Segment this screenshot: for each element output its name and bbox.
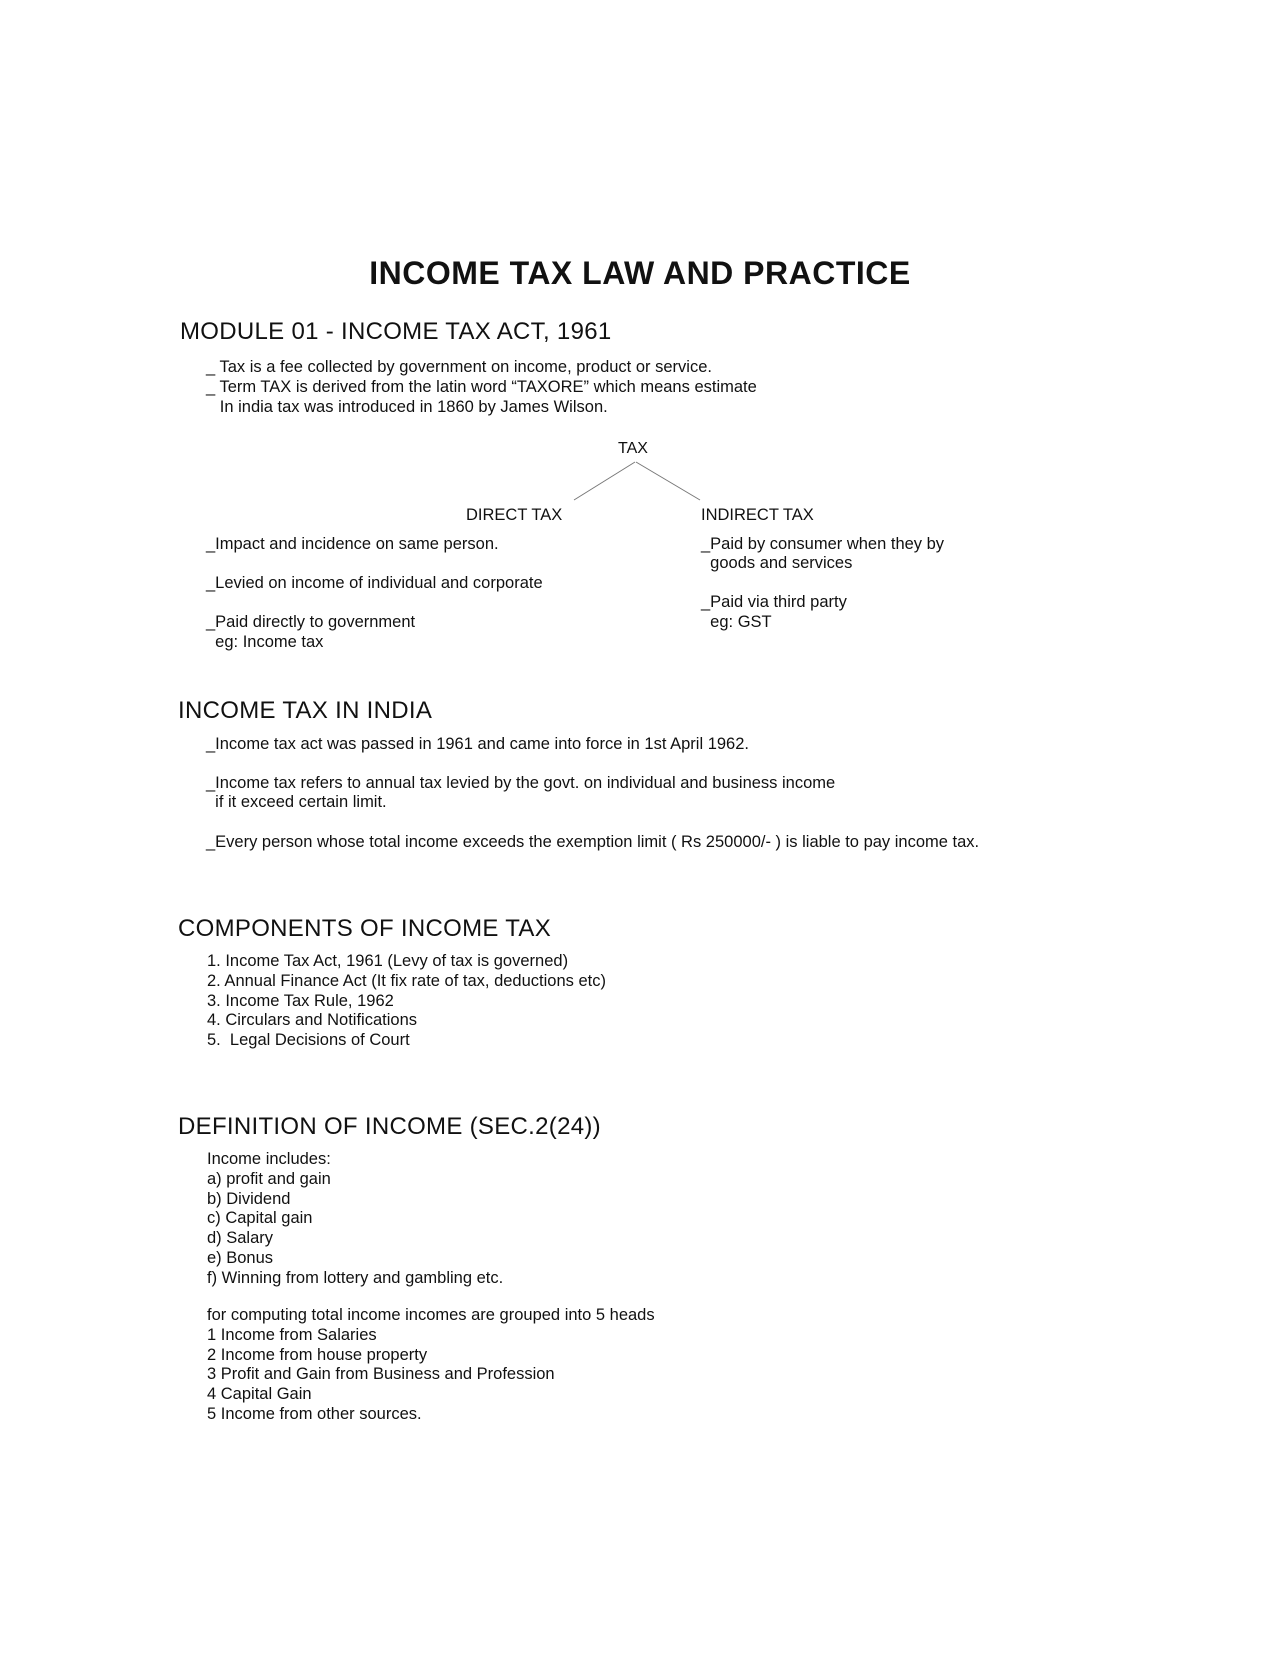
income-heads-list [207,1306,655,1425]
list-item: 4 Capital Gain [207,1385,312,1404]
indirect-point: _Paid by consumer when they by [701,535,945,553]
components-heading: COMPONENTS OF INCOME TAX [178,915,552,942]
income-includes-list [207,1150,503,1289]
list-item: 2 Income from house property [207,1345,428,1364]
list-item: e) Bonus [207,1248,274,1267]
list-item: 1 Income from Salaries [207,1325,377,1344]
list-item: c) Capital gain [207,1209,313,1228]
list-item: 3 Profit and Gain from Business and Profession [207,1365,555,1384]
definition-heading: DEFINITION OF INCOME (SEC.2(24)) [178,1113,601,1140]
intro-line: In india tax was introduced in 1860 by James Wilson. [206,397,608,416]
components-list [207,952,606,1051]
intro-line: _ Term TAX is derived from the latin word “TAXORE” which means estimate [206,377,757,396]
module-heading: MODULE 01 - INCOME TAX ACT, 1961 [180,318,612,345]
india-point: _Every person whose total income exceeds the exemption limit ( Rs 250000/- ) is liable to pay income tax. [206,833,980,851]
connector-direct [574,462,635,500]
list-item: 2. Annual Finance Act (It fix rate of tax, deductions etc) [207,971,606,990]
direct-point-example: eg: Income tax [206,633,324,651]
list-item: f) Winning from lottery and gambling etc. [207,1268,504,1287]
direct-point: _Impact and incidence on same person. [206,535,499,553]
list-item: d) Salary [207,1229,274,1248]
heads-intro: for computing total income incomes are grouped into 5 heads [207,1306,655,1324]
list-item: b) Dividend [207,1189,291,1208]
direct-tax-label: DIRECT TAX [466,506,563,524]
document-title: INCOME TAX LAW AND PRACTICE [369,255,911,291]
list-item: 4. Circulars and Notifications [207,1011,418,1030]
includes-intro: Income includes: [207,1150,331,1168]
list-item: 5 Income from other sources. [207,1404,422,1423]
indirect-tax-label: INDIRECT TAX [701,506,814,524]
india-point-cont: if it exceed certain limit. [206,793,387,811]
income-tax-india-heading: INCOME TAX IN INDIA [178,697,433,724]
india-point: _Income tax act was passed in 1961 and came into force in 1st April 1962. [206,735,749,753]
indirect-point: _Paid via third party [701,593,847,611]
list-item: a) profit and gain [207,1169,331,1188]
list-item: 5. Legal Decisions of Court [207,1031,410,1050]
tax-root-node: TAX [618,440,648,457]
direct-point: _Paid directly to government [206,613,416,631]
list-item: 3. Income Tax Rule, 1962 [207,991,394,1010]
india-point: _Income tax refers to annual tax levied by the govt. on individual and business income [206,774,836,792]
direct-point: _Levied on income of individual and corporate [206,574,543,592]
intro-line: _ Tax is a fee collected by government on income, product or service. [206,358,712,376]
indirect-point-example: eg: GST [701,613,772,631]
connector-indirect [636,462,700,500]
list-item: 1. Income Tax Act, 1961 (Levy of tax is governed) [207,952,569,970]
indirect-point-cont: goods and services [701,554,853,572]
